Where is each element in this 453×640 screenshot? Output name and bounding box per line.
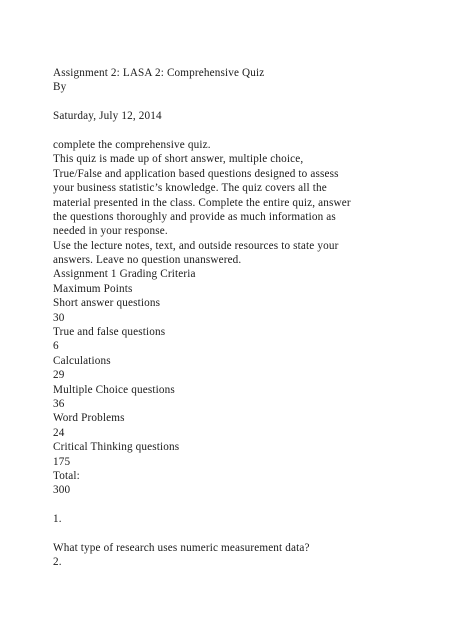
criteria-item-points: 36 xyxy=(53,397,65,410)
criteria-item-label: Multiple Choice questions xyxy=(53,383,175,396)
spacer xyxy=(53,498,413,512)
intro-line: needed in your response. xyxy=(53,225,168,238)
intro-line: answers. Leave no question unanswered. xyxy=(53,254,242,267)
intro-line: your business statistic’s knowledge. The quiz covers all the xyxy=(53,182,327,195)
criteria-item-points: 6 xyxy=(53,340,59,353)
criteria-item-label: Short answer questions xyxy=(53,297,161,310)
criteria-item-points: 175 xyxy=(53,455,71,468)
criteria-total-points: 300 xyxy=(53,484,71,497)
intro-line: True/False and application based questions designed to assess xyxy=(53,167,339,180)
intro-line: This quiz is made up of short answer, multiple choice, xyxy=(53,153,304,166)
criteria-points-label: Maximum Points xyxy=(53,282,133,295)
criteria-total-label: Total: xyxy=(53,469,80,482)
spacer xyxy=(53,95,413,109)
criteria-heading: Assignment 1 Grading Criteria xyxy=(53,268,196,281)
document-body xyxy=(53,66,413,570)
spacer xyxy=(53,124,413,138)
intro-line: complete the comprehensive quiz. xyxy=(53,138,211,151)
date-line: Saturday, July 12, 2014 xyxy=(53,110,162,123)
criteria-item-label: Calculations xyxy=(53,354,111,367)
question-text: What type of research uses numeric measurement data? xyxy=(53,541,310,554)
intro-line: the questions thoroughly and provide as much information as xyxy=(53,210,336,223)
intro-line: Use the lecture notes, text, and outside resources to state your xyxy=(53,239,339,252)
spacer xyxy=(53,527,413,541)
criteria-item-points: 30 xyxy=(53,311,65,324)
author-line: By xyxy=(53,81,67,94)
intro-line: material presented in the class. Complete the entire quiz, answer xyxy=(53,196,351,209)
question-number: 1. xyxy=(53,513,62,526)
criteria-item-label: Critical Thinking questions xyxy=(53,441,180,454)
criteria-item-points: 29 xyxy=(53,369,65,382)
document-title: Assignment 2: LASA 2: Comprehensive Quiz xyxy=(53,67,265,79)
criteria-item-label: True and false questions xyxy=(53,326,166,339)
criteria-item-points: 24 xyxy=(53,426,65,439)
criteria-item-label: Word Problems xyxy=(53,412,125,425)
question-number: 2. xyxy=(53,556,62,569)
